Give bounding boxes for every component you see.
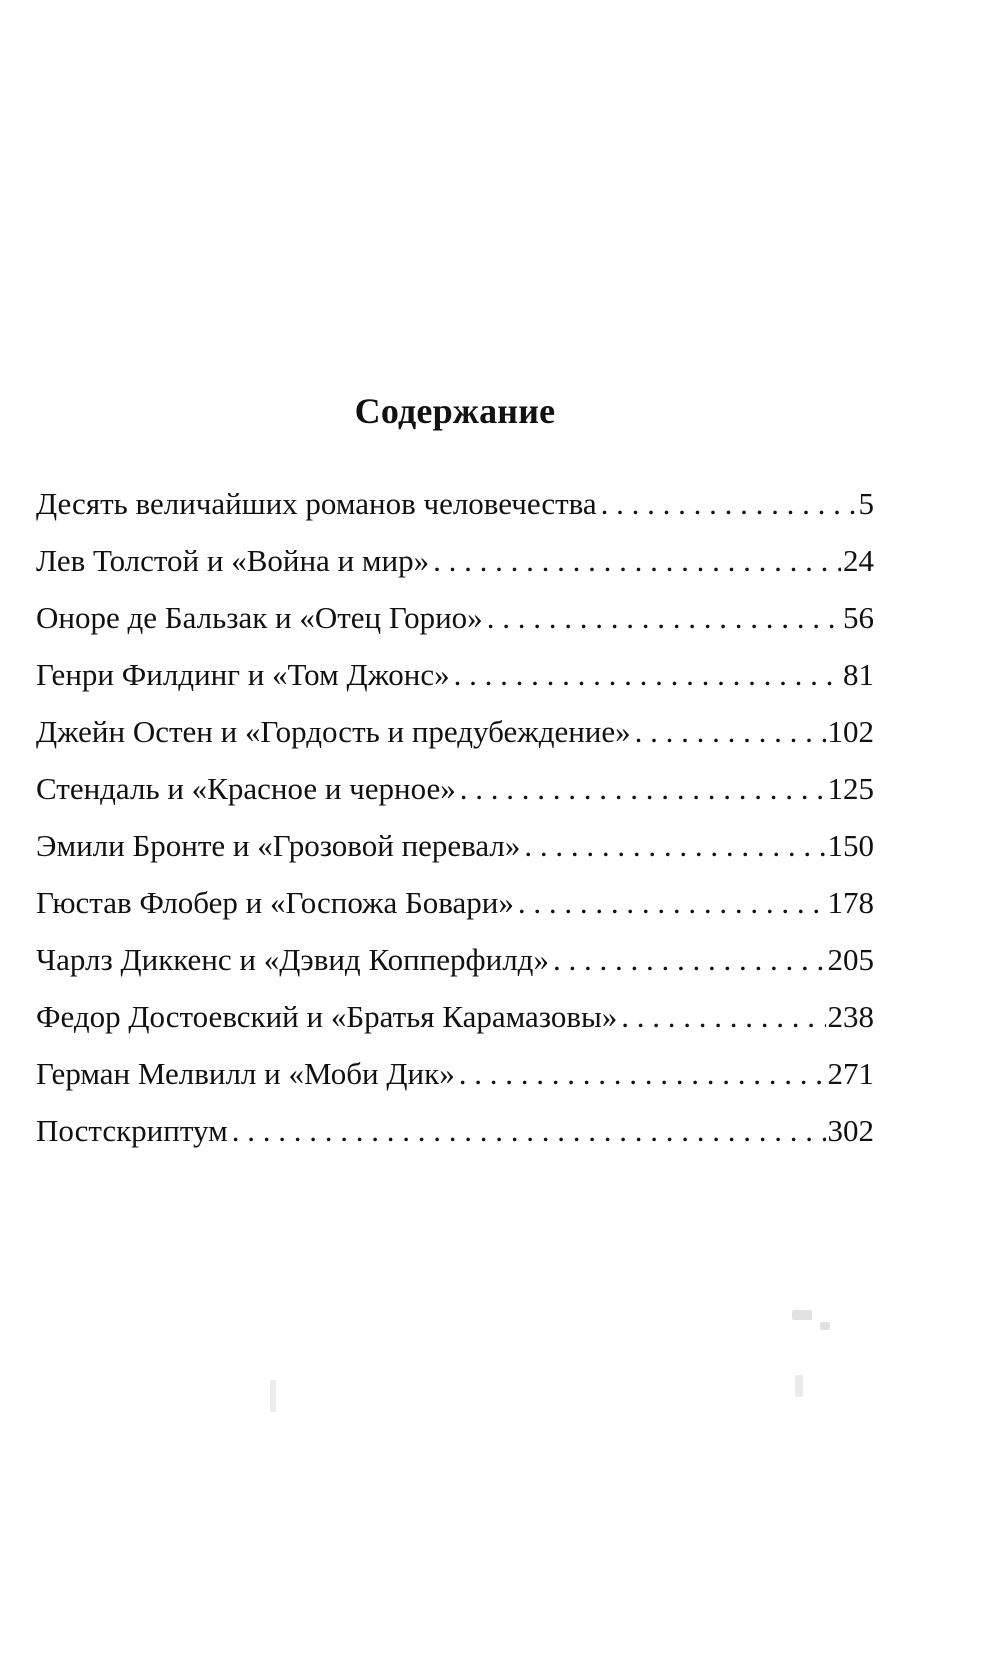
scan-speck [820,1322,830,1330]
toc-entry [36,1054,874,1111]
scan-speck [792,1310,812,1320]
toc-entry-title: Генри Филдинг и «Том Джонс» [36,657,450,692]
toc-leader-dots [459,1054,826,1094]
toc-leader-dots [460,769,826,809]
toc-entry-page: 150 [827,828,874,863]
toc-entry-title: Гюстав Флобер и «Госпожа Бовари» [36,885,514,920]
toc-entry-page: 205 [827,942,874,977]
toc-entry-page: 102 [827,714,874,749]
toc-entry-title: Лев Толстой и «Война и мир» [36,543,430,578]
toc-entry [36,826,874,883]
toc-entry [36,883,874,940]
page-title: Содержание [354,391,556,431]
toc-entry [36,484,874,541]
toc-entry-page: 56 [843,600,874,635]
toc-entry-title: Оноре де Бальзак и «Отец Горио» [36,600,483,635]
toc-leader-dots [433,541,841,581]
toc-entry-title: Джейн Остен и «Гордость и предубеждение» [36,714,631,749]
scan-speck [270,1380,276,1412]
toc-leader-dots [553,940,826,980]
toc-entry-title: Десять величайших романов человечества [36,486,597,521]
toc-entry-page: 81 [843,657,874,692]
toc-leader-dots [524,826,825,866]
toc-entry-title: Федор Достоевский и «Братья Карамазовы» [36,999,618,1034]
toc-entry-page: 238 [827,999,874,1034]
toc-entry [36,1111,874,1168]
toc-entry-page: 178 [827,885,874,920]
toc-entry-title: Эмили Бронте и «Грозовой перевал» [36,828,521,863]
toc-entry [36,769,874,826]
toc-leader-dots [487,598,841,638]
toc-entry [36,997,874,1054]
toc-leader-dots [601,484,857,524]
toc-entry-page: 302 [827,1113,874,1148]
toc-entry-page: 5 [858,486,874,521]
toc-entry [36,940,874,997]
toc-leader-dots [518,883,826,923]
toc-entry-page: 125 [827,771,874,806]
toc-entry-title: Чарлз Диккенс и «Дэвид Копперфилд» [36,942,549,977]
toc-leader-dots [635,712,826,752]
toc-entry [36,655,874,712]
toc-leader-dots [621,997,825,1037]
toc-leader-dots [232,1111,826,1151]
toc-entry [36,712,874,769]
toc-entry-title: Постскриптум [36,1113,228,1148]
toc-entry-title: Стендаль и «Красное и черное» [36,771,456,806]
toc-entry [36,541,874,598]
toc-entry [36,598,874,655]
toc-entry-page: 24 [843,543,874,578]
toc-entry-title: Герман Мелвилл и «Моби Дик» [36,1056,455,1091]
table-of-contents [36,484,874,1168]
scan-speck [795,1375,803,1397]
toc-leader-dots [454,655,841,695]
toc-entry-page: 271 [827,1056,874,1091]
